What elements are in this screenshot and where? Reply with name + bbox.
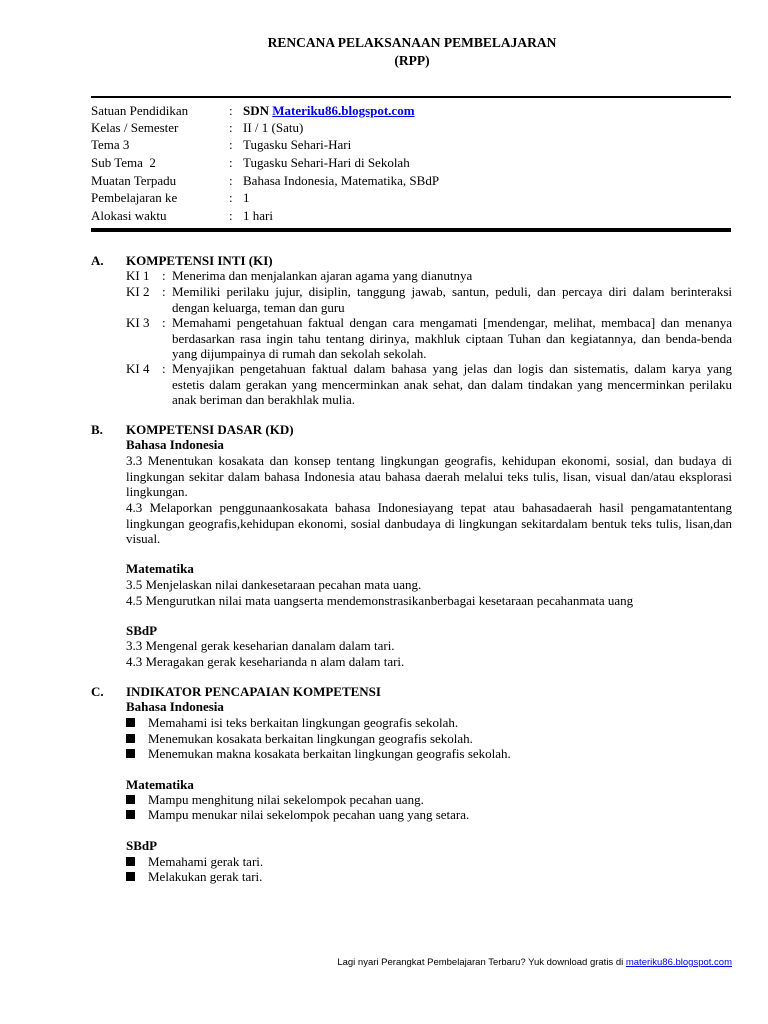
section-b-heading: KOMPETENSI DASAR (KD) [126,422,294,437]
indicator-item [126,731,473,747]
ki-text: Memiliki perilaku jujur, disiplin, tanggung jawab, santun, peduli, dan percaya diri dalam berinteraksi dengan keluarga, teman dan guru [172,284,732,315]
ki-text: Menerima dan menjalankan ajaran agama yang dianutnya [172,268,473,283]
identity-value: II / 1 (Satu) [243,120,304,135]
identity-label: Tema 3 [91,137,130,152]
identity-label: Sub Tema 2 [91,155,156,170]
identity-label: Alokasi waktu [91,208,167,223]
indicator-text: Melakukan gerak tari. [148,869,263,884]
identity-label: Muatan Terpadu [91,173,177,188]
identity-value: 1 hari [243,208,273,223]
school-prefix: SDN [243,103,270,118]
square-bullet-icon [126,718,135,727]
indicator-text: Mampu menghitung nilai sekelompok pecahan uang. [148,792,424,807]
identity-value: 1 [243,190,250,205]
identity-label: Kelas / Semester [91,120,179,135]
identity-label: Satuan Pendidikan [91,103,189,118]
ki-text: Memahami pengetahuan faktual dengan cara mengamati [mendengar, melihat, membaca] dan menanya berdasarkan rasa ingin tahu tentang dirinya, makhluk ciptaan Tuhan dan kegiatannya, dan benda-benda yang dijumpainya di rumah dan sekolah sekolah. [172,315,732,361]
indicator-item [126,869,262,885]
identity-colon: : [229,190,233,205]
indicator-text: Menemukan kosakata berkaitan lingkungan geografis sekolah. [148,731,473,746]
identity-value [243,103,415,119]
subsection-title: Matematika [126,561,194,576]
section-a-heading: KOMPETENSI INTI (KI) [126,253,273,268]
kd-item: 4.5 Mengurutkan nilai mata uangserta mendemonstrasikanberbagai kesetaraan pecahanmata uang [126,593,634,608]
indicator-item [126,807,469,823]
ki-label: KI 4 [126,361,150,376]
indicator-text: Menemukan makna kosakata berkaitan lingkungan geografis sekolah. [148,746,511,761]
square-bullet-icon [126,749,135,758]
ki-colon: : [162,268,166,283]
ki-colon: : [162,361,166,376]
school-link[interactable]: Materiku86.blogspot.com [272,103,415,118]
section-a-letter: A. [91,253,104,268]
indicator-item [126,854,263,870]
subsection-title: Bahasa Indonesia [126,699,224,714]
ki-text: Menyajikan pengetahuan faktual dalam bahasa yang jelas dan logis dan sistematis, dalam karya yang estetis dalam gerakan yang mencerminkan anak sehat, dan dalam tindakan yang mencerminkan perilaku anak beriman dan berakhlak mulia. [172,361,732,407]
ki-colon: : [162,284,166,299]
ki-label: KI 2 [126,284,150,299]
identity-colon: : [229,173,233,188]
kd-item: 3.3 Menentukan kosakata dan konsep tentang lingkungan geografis, kehidupan ekonomi, sosial, dan budaya di lingkungan sekitar dalam bahasa Indonesia atau bahasa daerah melalui teks tulis, lisan, visual dan/atau eksplorasi lingkungan. [126,453,732,499]
square-bullet-icon [126,872,135,881]
section-c-heading: INDIKATOR PENCAPAIAN KOMPETENSI [126,684,381,699]
identity-colon: : [229,120,233,135]
section-b-letter: B. [91,422,103,437]
document-subtitle: (RPP) [394,53,430,68]
square-bullet-icon [126,810,135,819]
kd-item: 4.3 Melaporkan penggunaankosakata bahasa Indonesiayang tepat atau bahasadaerah hasil pengamatantentang lingkungan geografis,kehidupan ekonomi, sosial danbudaya di lingkungan sekitardalam bentuk teks tulis, lisan,dan visual. [126,500,732,546]
indicator-item [126,746,511,762]
indicator-item [126,792,424,808]
identity-colon: : [229,137,233,152]
indicator-item [126,715,458,731]
section-c-letter: C. [91,684,104,699]
subsection-title: Bahasa Indonesia [126,437,224,452]
footer-text: Lagi nyari Perangkat Pembelajaran Terbaru? Yuk download gratis di [337,957,626,968]
subsection-title: Matematika [126,777,194,792]
identity-value: Tugasku Sehari-Hari [243,137,352,152]
square-bullet-icon [126,734,135,743]
identity-value: Tugasku Sehari-Hari di Sekolah [243,155,410,170]
square-bullet-icon [126,857,135,866]
kd-item: 3.3 Mengenal gerak keseharian danalam dalam tari. [126,638,395,653]
document-title: RENCANA PELAKSANAAN PEMBELAJARAN [267,35,557,50]
footer-promo [0,955,732,971]
subsection-title: SBdP [126,623,158,638]
identity-colon: : [229,208,233,223]
square-bullet-icon [126,795,135,804]
subsection-title: SBdP [126,838,158,853]
identity-colon: : [229,155,233,170]
kd-item: 3.5 Menjelaskan nilai dankesetaraan pecahan mata uang. [126,577,422,592]
footer-link[interactable]: materiku86.blogspot.com [625,957,732,968]
kd-item: 4.3 Meragakan gerak keseharianda n alam dalam tari. [126,654,405,669]
indicator-text: Memahami isi teks berkaitan lingkungan geografis sekolah. [148,715,459,730]
ki-label: KI 3 [126,315,150,330]
identity-label: Pembelajaran ke [91,190,178,205]
ki-label: KI 1 [126,268,150,283]
indicator-text: Mampu menukar nilai sekelompok pecahan uang yang setara. [148,807,470,822]
bottom-divider [91,228,731,232]
identity-colon: : [229,103,233,118]
identity-value: Bahasa Indonesia, Matematika, SBdP [243,173,440,188]
top-divider [91,96,731,98]
indicator-text: Memahami gerak tari. [148,854,264,869]
ki-colon: : [162,315,166,330]
